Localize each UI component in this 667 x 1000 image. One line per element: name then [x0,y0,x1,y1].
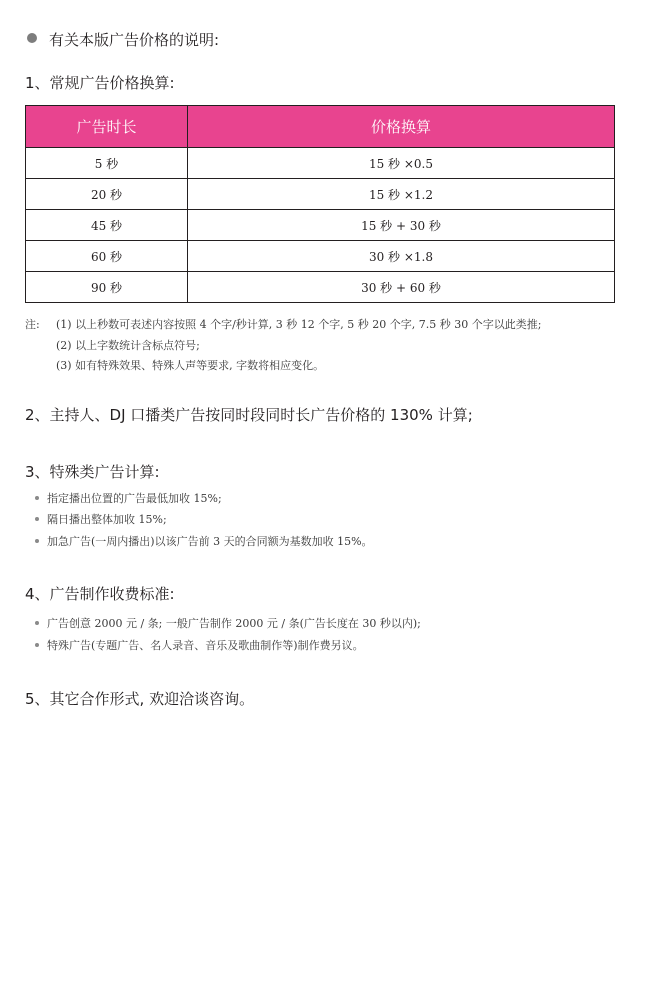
header-price-conversion: 价格换算 [188,106,615,148]
note-item: (3) 如有特殊效果、特殊人声等要求, 字数将相应变化。 [56,359,325,372]
section-5-title: 5、其它合作形式, 欢迎洽谈咨询。 [25,690,255,708]
note-item: (1) 以上秒数可表述内容按照 4 个字/秒计算, 3 秒 12 个字, 5 秒 20 个字, 7.5 秒 30 个字以此类推; [56,318,542,331]
price-table-header [26,106,615,148]
table-row [26,148,615,179]
table-row [26,179,615,210]
list-item: 指定播出位置的广告最低加收 15%; [47,492,222,505]
table-row [26,272,615,303]
cell-duration: 60 秒 [26,241,188,272]
cell-price: 30 秒 ×1.8 [188,241,615,272]
intro-heading: 有关本版广告价格的说明: [49,31,220,49]
list-item: 特殊广告(专题广告、名人录音、音乐及歌曲制作等)制作费另议。 [47,639,364,652]
list-item: 广告创意 2000 元 / 条; 一般广告制作 2000 元 / 条(广告长度在 30 秒以内); [47,617,421,630]
cell-price: 15 秒 ×1.2 [188,179,615,210]
table-row [26,210,615,241]
header-duration: 广告时长 [26,106,188,148]
cell-duration: 5 秒 [26,148,188,179]
table-row [26,241,615,272]
notes-label: 注: [25,318,40,331]
section-1-title: 1、常规广告价格换算: [25,74,175,92]
list-item: 隔日播出整体加收 15%; [47,513,167,526]
section-2-title: 2、主持人、DJ 口播类广告按同时段同时长广告价格的 130% 计算; [25,406,473,424]
intro-bullet-icon [27,33,37,43]
cell-price: 15 秒 + 30 秒 [188,210,615,241]
list-item: 加急广告(一周内播出)以该广告前 3 天的合同额为基数加收 15%。 [47,535,373,548]
section-3-title: 3、特殊类广告计算: [25,463,160,481]
price-table [25,105,615,303]
cell-price: 30 秒 + 60 秒 [188,272,615,303]
cell-duration: 45 秒 [26,210,188,241]
note-item: (2) 以上字数统计含标点符号; [56,339,200,352]
cell-duration: 90 秒 [26,272,188,303]
section-4-title: 4、广告制作收费标准: [25,585,175,603]
cell-price: 15 秒 ×0.5 [188,148,615,179]
cell-duration: 20 秒 [26,179,188,210]
